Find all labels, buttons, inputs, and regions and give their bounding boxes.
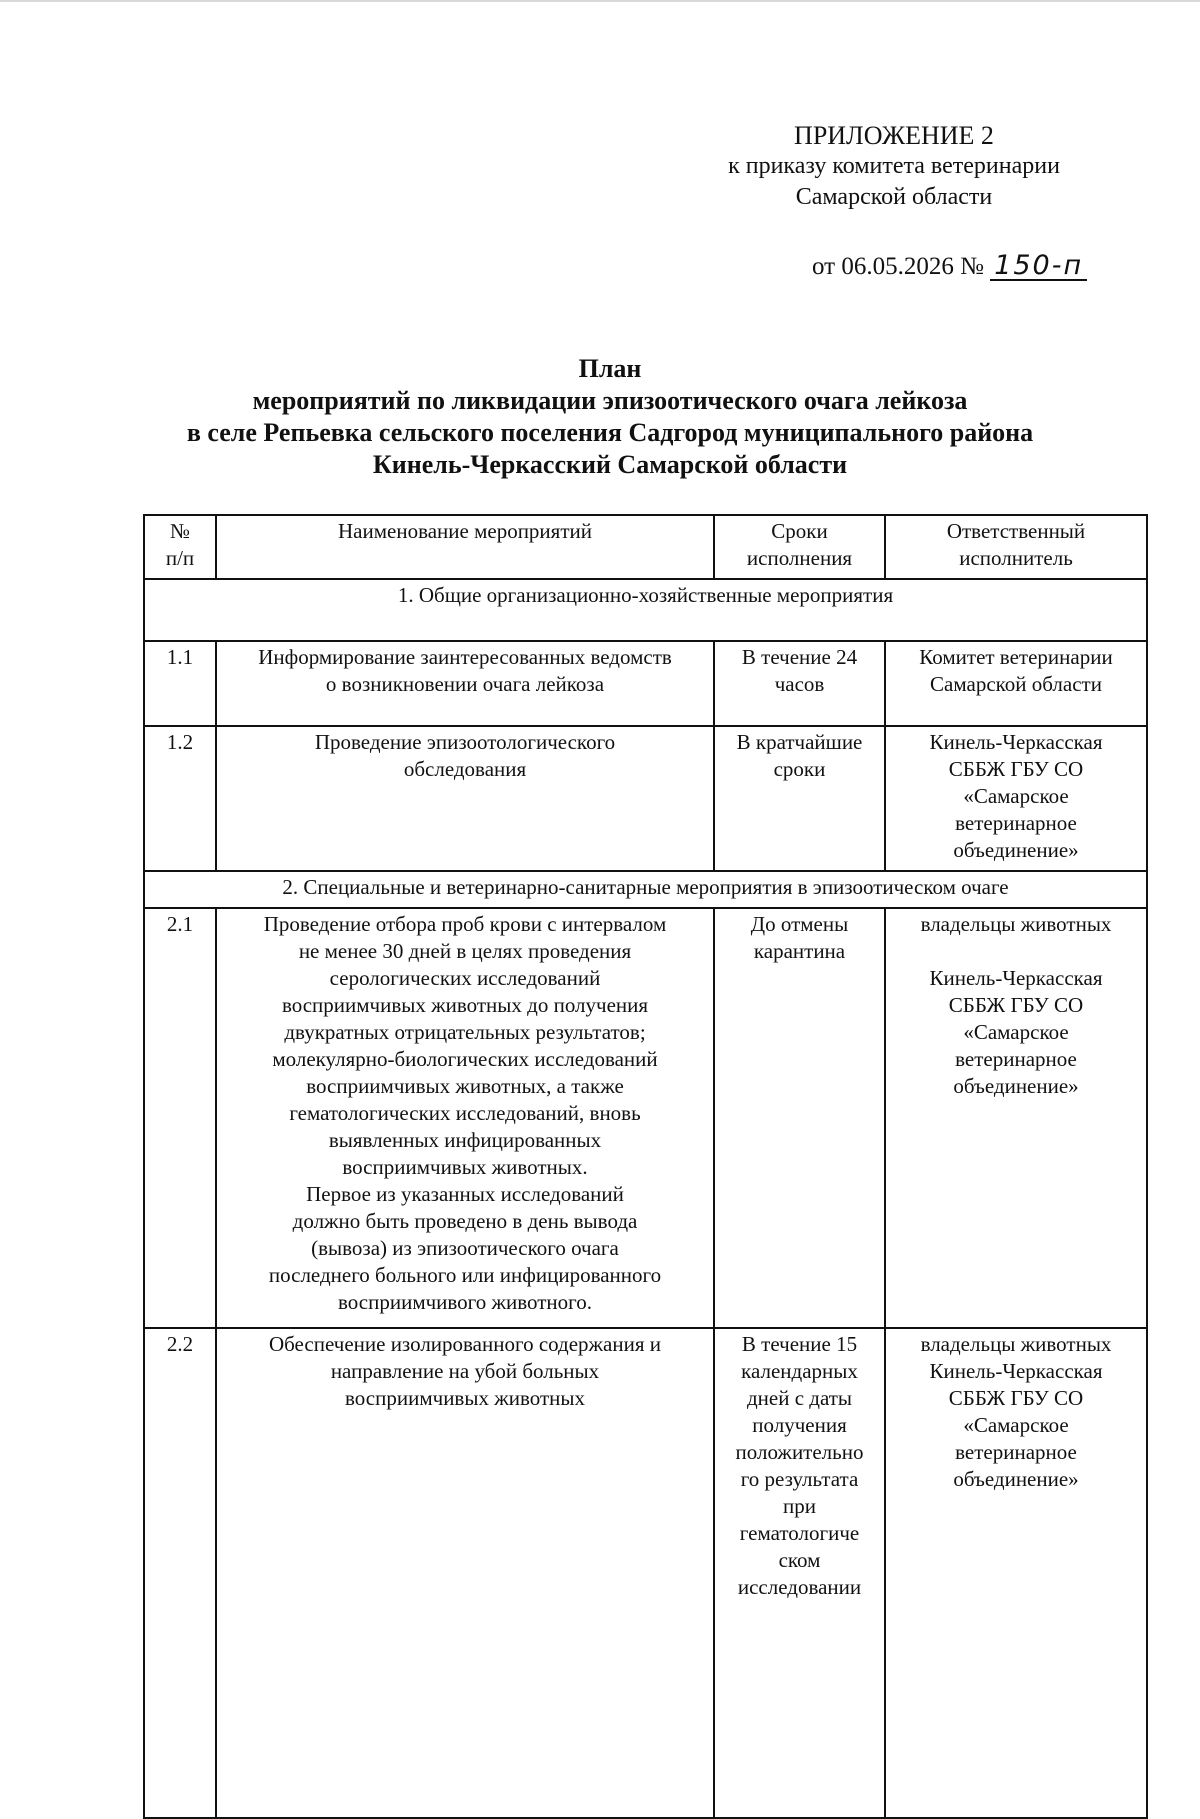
measures-table bbox=[143, 514, 1148, 1819]
row-deadline: До отмены карантина bbox=[714, 908, 885, 1328]
document-title bbox=[120, 353, 1100, 481]
row-measure: Проведение эпизоотологического обследования bbox=[216, 726, 714, 871]
title-line-2: мероприятий по ликвидации эпизоотического очага лейкоза bbox=[252, 386, 968, 415]
header-responsible: Ответственный исполнитель bbox=[885, 515, 1147, 579]
scan-edge-line bbox=[0, 0, 1200, 2]
header-number: № п/п bbox=[144, 515, 216, 579]
row-number: 1.2 bbox=[144, 726, 216, 871]
table-row bbox=[144, 908, 1147, 1328]
row-measure: Проведение отбора проб крови с интервалом не менее 30 дней в целях проведения серологических исследований восприимчивых животных до получения двукратных отрицательных результатов; молекулярно-биологических исследований восприимчивых животных, а также гематологических исследований, вновь выявленных инфицированных восприимчивых животных. Первое из указанных исследований должно быть проведено в день вывода (вывоза) из эпизоотического очага последнего больного или инфицированного восприимчивого животного. bbox=[216, 908, 714, 1328]
row-deadline: В течение 15 календарных дней с даты получения положительно го результата при гематологиче ском исследовании bbox=[714, 1328, 885, 1818]
row-number: 2.2 bbox=[144, 1328, 216, 1818]
table-row bbox=[144, 641, 1147, 726]
annex-header bbox=[674, 120, 1114, 213]
row-responsible: Комитет ветеринарии Самарской области bbox=[885, 641, 1147, 726]
order-number-handwritten: 150-п bbox=[990, 253, 1087, 281]
row-deadline: В кратчайшие сроки bbox=[714, 726, 885, 871]
row-responsible: владельцы животных Кинель-Черкасская СББЖ ГБУ СО «Самарское ветеринарное объединение» bbox=[885, 908, 1147, 1328]
section-row-1 bbox=[144, 579, 1147, 641]
title-line-3: в селе Репьевка сельского поселения Садгород муниципального района bbox=[186, 418, 1034, 447]
order-date: от 06.05.2026 № bbox=[812, 253, 984, 280]
header-deadline: Сроки исполнения bbox=[714, 515, 885, 579]
annex-title: ПРИЛОЖЕНИЕ 2 bbox=[794, 121, 994, 150]
order-reference bbox=[812, 252, 1087, 282]
table-row bbox=[144, 726, 1147, 871]
row-responsible: Кинель-Черкасская СББЖ ГБУ СО «Самарское ветеринарное объединение» bbox=[885, 726, 1147, 871]
section-title-2: 2. Специальные и ветеринарно-санитарные мероприятия в эпизоотическом очаге bbox=[144, 871, 1147, 908]
row-measure: Информирование заинтересованных ведомств о возникновении очага лейкоза bbox=[216, 641, 714, 726]
row-responsible: владельцы животных Кинель-Черкасская СББЖ ГБУ СО «Самарское ветеринарное объединение» bbox=[885, 1328, 1147, 1818]
section-title-1: 1. Общие организационно-хозяйственные мероприятия bbox=[144, 579, 1147, 641]
row-deadline: В течение 24 часов bbox=[714, 641, 885, 726]
table-header-row bbox=[144, 515, 1147, 579]
annex-region: Самарской области bbox=[795, 184, 993, 210]
annex-subtitle: к приказу комитета ветеринарии bbox=[728, 153, 1060, 179]
title-line-4: Кинель-Черкасский Самарской области bbox=[372, 450, 848, 479]
table-row bbox=[144, 1328, 1147, 1818]
section-row-2 bbox=[144, 871, 1147, 908]
row-number: 2.1 bbox=[144, 908, 216, 1328]
row-number: 1.1 bbox=[144, 641, 216, 726]
title-line-1: План bbox=[578, 354, 642, 383]
header-measure-name: Наименование мероприятий bbox=[216, 515, 714, 579]
row-measure: Обеспечение изолированного содержания и направление на убой больных восприимчивых животных bbox=[216, 1328, 714, 1818]
